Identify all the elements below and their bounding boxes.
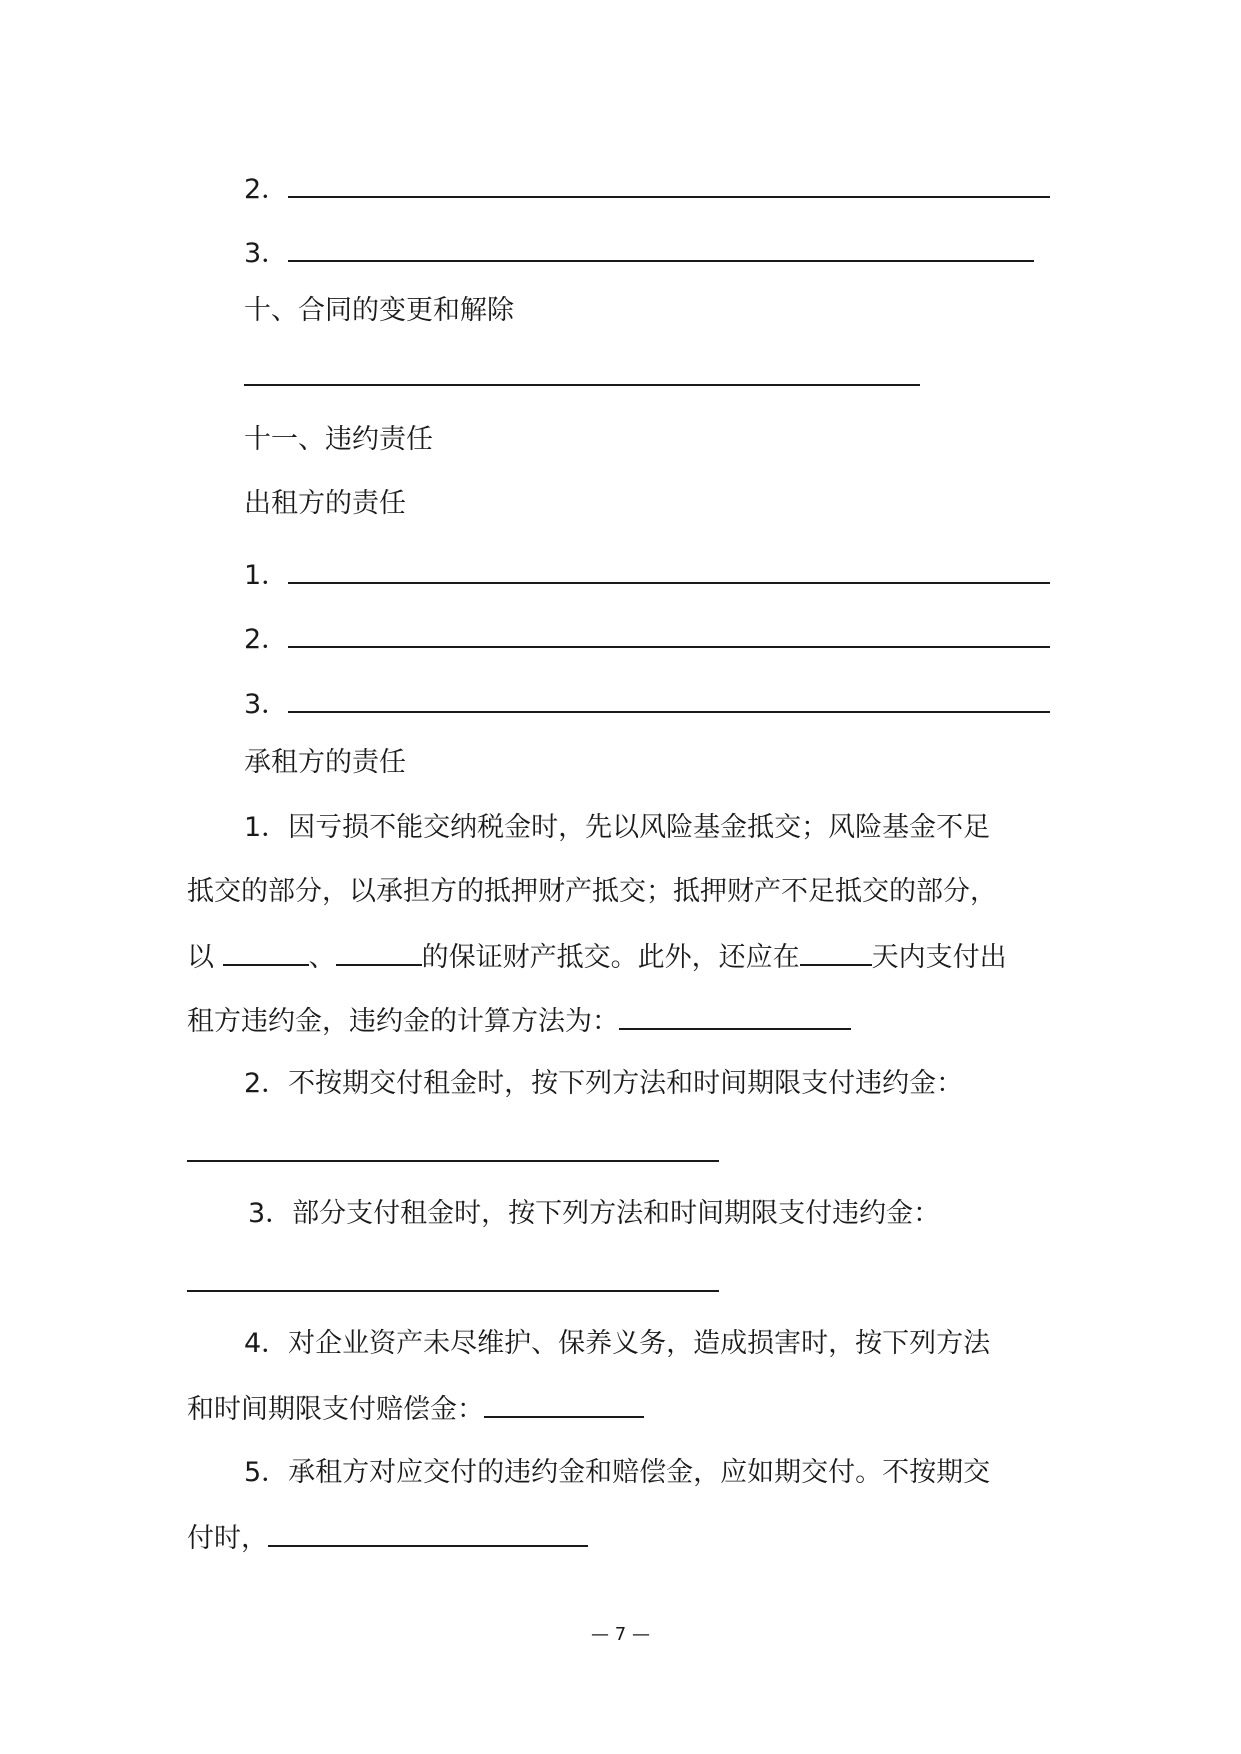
lessor-item-3 — [244, 685, 1050, 723]
page-number: — 7 — — [591, 1624, 650, 1645]
blank-underline — [187, 1290, 719, 1292]
lessor-heading: 出租方的责任 — [244, 488, 406, 519]
item-3-line — [244, 234, 1034, 272]
lessee-p5-line2 — [187, 1519, 588, 1557]
item-number: 2． — [244, 624, 289, 655]
item-2-line — [244, 170, 1050, 208]
lessee-p1-line1: 1．因亏损不能交纳税金时，先以风险基金抵交；风险基金不足 — [244, 812, 991, 843]
section-10-heading: 十、合同的变更和解除 — [244, 295, 514, 326]
lessee-p5-line1: 5．承租方对应交付的违约金和赔偿金，应如期交付。不按期交 — [244, 1457, 991, 1488]
blank-underline — [288, 685, 1050, 713]
blank-underline — [288, 234, 1034, 262]
blank-underline — [800, 938, 872, 966]
text-segment: 以 — [187, 942, 223, 973]
blank-underline — [288, 556, 1050, 584]
item-number: 3． — [244, 238, 289, 269]
lessee-p3: 3．部分支付租金时，按下列方法和时间期限支付违约金： — [248, 1198, 941, 1229]
section-11-heading: 十一、违约责任 — [244, 424, 433, 455]
blank-underline — [288, 620, 1050, 648]
text-segment: 付时， — [187, 1523, 268, 1554]
text-segment: 的保证财产抵交。此外，还应在 — [421, 942, 800, 973]
lessee-p1-line4 — [187, 1002, 851, 1040]
lessee-p2: 2．不按期交付租金时，按下列方法和时间期限支付违约金： — [244, 1068, 964, 1099]
lessor-item-1 — [244, 556, 1050, 594]
blank-underline — [223, 938, 309, 966]
lessee-p1-line2: 抵交的部分，以承担方的抵押财产抵交；抵押财产不足抵交的部分， — [187, 876, 997, 907]
lessee-heading: 承租方的责任 — [244, 747, 406, 778]
lessor-item-2 — [244, 620, 1050, 658]
blank-underline — [619, 1002, 851, 1030]
item-number: 2． — [244, 174, 289, 205]
lessee-p4-line1: 4．对企业资产未尽维护、保养义务，造成损害时，按下列方法 — [244, 1328, 991, 1359]
item-number: 1． — [244, 560, 289, 591]
text-segment: 和时间期限支付赔偿金： — [187, 1394, 484, 1425]
blank-underline — [288, 170, 1050, 198]
blank-underline — [244, 384, 920, 386]
text-segment: 天内支付出 — [871, 942, 1007, 973]
blank-underline — [484, 1390, 644, 1418]
text-segment: 、 — [308, 942, 336, 973]
item-number: 3． — [244, 689, 289, 720]
lessee-p4-line2 — [187, 1390, 644, 1428]
blank-underline — [336, 938, 422, 966]
blank-underline — [268, 1519, 588, 1547]
blank-underline — [187, 1160, 719, 1162]
text-segment: 租方违约金，违约金的计算方法为： — [187, 1006, 619, 1037]
lessee-p1-line3 — [187, 938, 1007, 976]
